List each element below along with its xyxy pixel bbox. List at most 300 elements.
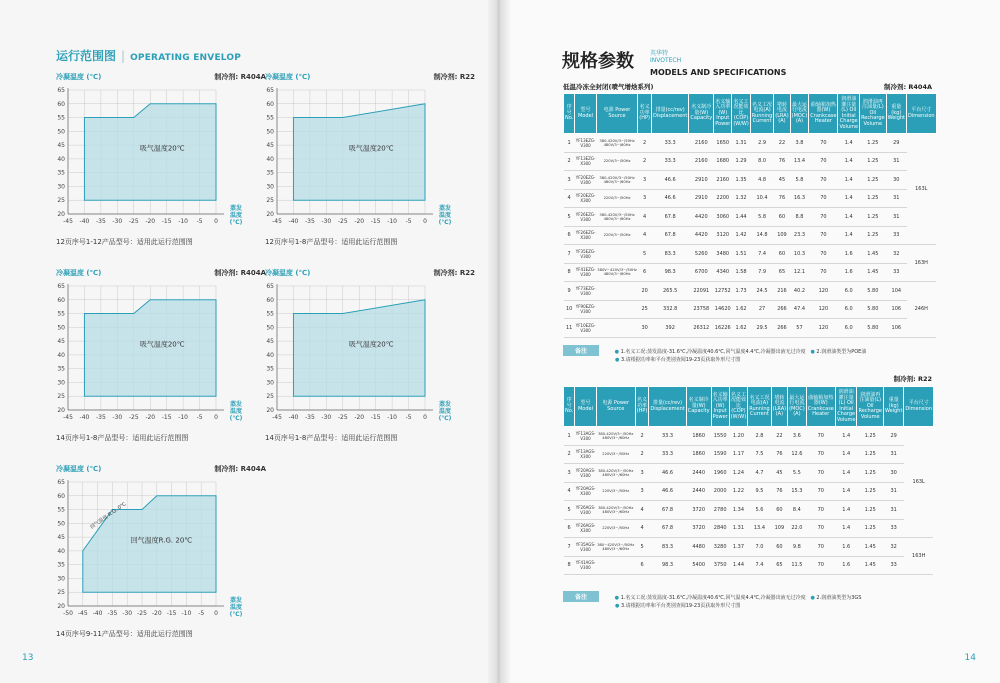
spec-table-r22	[563, 386, 934, 575]
table-cell: 6.0	[838, 300, 860, 319]
spec-table-r404a	[563, 93, 937, 338]
table-cell: 70	[809, 189, 838, 208]
table-row	[564, 282, 937, 301]
x-tick-label: -10	[387, 414, 398, 421]
note-2: 2.润滑油类型为POE油	[816, 349, 867, 355]
note-3: 3.请根据功率和平台类别查阅19-23页获取外形尺寸图	[620, 603, 741, 609]
table-cell: 83.3	[649, 538, 686, 557]
table-cell: 1.25	[857, 427, 884, 446]
table-cell: 3750	[711, 556, 729, 575]
table-cell: YF20AGS-X300	[575, 482, 596, 501]
table-cell: 57	[790, 319, 809, 338]
table-row	[564, 519, 934, 538]
table-cell: 1.25	[860, 226, 887, 245]
table-cell: 4	[635, 519, 649, 538]
chart-caption: 12页序号1-8产品型号：适用此运行范围图	[265, 238, 398, 246]
table-cell: 6700	[689, 263, 714, 282]
x-tick-label: -20	[145, 218, 156, 225]
table-cell: 40.2	[790, 282, 809, 301]
y-tick-label: 65	[57, 479, 65, 486]
table-cell	[596, 556, 635, 575]
table-row	[564, 501, 934, 520]
x-tick-label: -5	[196, 218, 203, 225]
y-tick-label: 40	[57, 155, 65, 163]
table-cell: 1.4	[835, 464, 857, 483]
table-cell: 60	[771, 501, 787, 520]
y-tick-label: 65	[266, 283, 274, 290]
chart-caption: 14页序号1-8产品型号：适用此运行范围图	[265, 434, 398, 442]
chart-svg	[56, 476, 256, 628]
x-tick-label: -5	[196, 414, 203, 421]
table-cell: 46.6	[649, 482, 686, 501]
column-header: 名义制冷量(W) Capacity	[686, 387, 711, 427]
table-cell: 23.3	[790, 226, 809, 245]
table-cell: 33.3	[651, 134, 688, 153]
table-cell: 1.24	[729, 464, 747, 483]
y-tick-label: 30	[57, 575, 65, 583]
table-cell: 5.8	[790, 171, 809, 190]
table-cell: 1.4	[838, 152, 860, 171]
table-cell: 1.22	[729, 482, 747, 501]
y-tick-label: 60	[57, 100, 65, 108]
table-cell: 67.8	[649, 519, 686, 538]
table-cell: 2780	[711, 501, 729, 520]
table-cell: YF13EZG-V300	[575, 134, 596, 153]
y-tick-label: 45	[266, 142, 274, 150]
table-cell: 120	[809, 282, 838, 301]
table-cell	[596, 282, 638, 301]
table-cell: 5260	[689, 245, 714, 264]
column-header: 润滑油灌注量(L) Oil Initial Charge Volume	[835, 387, 857, 427]
table-cell: 220V/3~/50Hz	[596, 445, 635, 464]
notes-r404a: 备注 ● 1.名义工况:蒸发温度-31.6℃,冷凝温度40.6℃,回气温度4.4℃,冷凝器出液无过冷度 ● 2.润滑油类型为POE油 ● 3.请根据功率和平台类别查阅19-23页获取外形尺寸图	[563, 345, 866, 363]
x-tick-label: -25	[137, 610, 147, 617]
title-en: OPERATING ENVELOP	[130, 53, 242, 63]
x-tick-label: -35	[95, 414, 106, 421]
envelope-chart	[265, 72, 475, 262]
column-header: 名义功率(HP)	[638, 94, 652, 134]
table-cell: 380-420V/3~/50Hz 480V/3~/60Hz	[596, 501, 635, 520]
table-cell: 5.8	[750, 208, 773, 227]
x-tick-label: -10	[181, 610, 192, 617]
x-tick-label: -20	[354, 218, 365, 225]
table-cell: 1860	[686, 427, 711, 446]
table-row	[564, 134, 937, 153]
x-tick-label: -15	[161, 414, 172, 421]
table-cell: 2910	[689, 189, 714, 208]
x-tick-label: -50	[63, 610, 73, 617]
chart-caption: 14页序号9-11产品型号：适用此运行范围图	[56, 630, 193, 638]
table-cell: 76	[774, 152, 790, 171]
column-header: 名义制冷量(W) Capacity	[689, 94, 714, 134]
table-cell: 2.8	[748, 427, 771, 446]
table-cell: 23758	[689, 300, 714, 319]
y-tick-label: 60	[266, 296, 274, 304]
refrigerant-label: 制冷剂: R404A	[214, 465, 266, 473]
y-tick-label: 60	[57, 492, 65, 500]
table-cell: 31	[886, 208, 906, 227]
table-cell: 2840	[711, 519, 729, 538]
table-header-row	[564, 94, 937, 134]
table-cell: YF90EZG-V300	[575, 300, 596, 319]
table-cell: 2	[638, 134, 652, 153]
table-cell: YF13AGS-V300	[575, 427, 596, 446]
x-tick-label: -5	[405, 218, 412, 225]
x-tick-label: -25	[337, 414, 348, 421]
table-cell: 14620	[714, 300, 732, 319]
dimension-cell: 163L	[904, 427, 934, 538]
x-axis-label: (℃)	[229, 415, 243, 422]
table-cell: 5.5	[788, 464, 807, 483]
table-cell: 6	[635, 556, 649, 575]
y-axis-label: 冷凝温度 (℃)	[56, 73, 102, 81]
brand-logo	[650, 48, 786, 77]
x-tick-label: -20	[151, 610, 162, 617]
table-cell: 1860	[686, 445, 711, 464]
x-axis-label: (℃)	[438, 415, 452, 422]
table-cell: 1.25	[860, 171, 887, 190]
table-cell: 47.4	[790, 300, 809, 319]
refrigerant-label: 制冷剂: R404A	[214, 73, 266, 81]
x-tick-label: -30	[321, 414, 332, 421]
table-header-row	[564, 387, 934, 427]
table-cell: YF26EZG-X300	[575, 226, 596, 245]
table-row	[564, 464, 934, 483]
table-cell: YF20AGS-V300	[575, 464, 596, 483]
table-cell: 22.0	[788, 519, 807, 538]
table-cell: 220V/3~/50Hz	[596, 152, 638, 171]
x-tick-label: -5	[405, 414, 412, 421]
y-tick-label: 45	[57, 142, 65, 150]
x-tick-label: -25	[337, 218, 348, 225]
table-cell: 7	[564, 245, 575, 264]
table-cell: 5.80	[860, 319, 887, 338]
table-cell: 7	[564, 538, 575, 557]
table-cell: 8	[564, 556, 575, 575]
x-tick-label: -45	[272, 414, 282, 421]
table-cell: 1.62	[732, 300, 750, 319]
table-cell: 1.4	[835, 427, 857, 446]
table-cell: 1.45	[860, 263, 887, 282]
table-cell: 120	[809, 319, 838, 338]
table-cell: 60	[771, 538, 787, 557]
table-cell: 1.35	[732, 171, 750, 190]
y-tick-label: 50	[57, 324, 65, 332]
x-tick-label: -20	[354, 414, 365, 421]
book-spine	[488, 0, 512, 683]
table-cell: 6	[564, 519, 575, 538]
table-cell: 46.6	[651, 171, 688, 190]
table-cell: 1.44	[732, 208, 750, 227]
table-cell: 220V/3~/50Hz	[596, 482, 635, 501]
table-cell	[596, 319, 638, 338]
table-cell: 45	[771, 464, 787, 483]
y-tick-label: 50	[57, 128, 65, 136]
table-cell: 65	[771, 556, 787, 575]
table-row	[564, 556, 934, 575]
table-cell: 10.4	[750, 189, 773, 208]
y-tick-label: 25	[57, 197, 65, 205]
table-cell: 70	[809, 226, 838, 245]
table-cell: 46.6	[651, 189, 688, 208]
table-cell: 1.6	[835, 556, 857, 575]
refrigerant-label: 制冷剂: R22	[433, 269, 475, 277]
x-tick-label: -15	[161, 218, 172, 225]
table-cell: 30	[883, 464, 903, 483]
table-cell: 220V/3~/50Hz	[596, 226, 638, 245]
table-cell: 70	[806, 538, 835, 557]
table-cell: 265.5	[651, 282, 688, 301]
table-cell: 14.8	[750, 226, 773, 245]
x-axis-label: 温度	[229, 212, 243, 219]
table-cell: 67.8	[651, 226, 688, 245]
table-cell: YF20EZG-V300	[575, 171, 596, 190]
y-tick-label: 30	[57, 379, 65, 387]
table-cell: 33.3	[651, 152, 688, 171]
table-cell: 3120	[714, 226, 732, 245]
table-cell: 380-420V/3~/50Hz 480V/3~/60Hz	[596, 464, 635, 483]
table-cell: 31	[883, 445, 903, 464]
table-cell: 1.6	[835, 538, 857, 557]
table-cell: 1.4	[838, 226, 860, 245]
y-tick-label: 25	[266, 197, 274, 205]
y-axis-label: 冷凝温度 (℃)	[265, 269, 311, 277]
x-tick-label: -40	[79, 218, 90, 225]
table-cell: 31	[886, 189, 906, 208]
chart-caption: 12页序号1-12产品型号：适用此运行范围图	[56, 238, 193, 246]
table-cell: 1.25	[857, 501, 884, 520]
x-tick-label: -10	[178, 218, 189, 225]
table-cell: 2440	[686, 464, 711, 483]
y-tick-label: 45	[266, 338, 274, 346]
table-cell	[596, 300, 638, 319]
x-tick-label: -45	[63, 218, 73, 225]
table-cell: 1.58	[732, 263, 750, 282]
table-row	[564, 482, 934, 501]
x-tick-label: -15	[370, 414, 381, 421]
table-cell: 4420	[689, 208, 714, 227]
table-cell: 33	[886, 226, 906, 245]
table-cell: 27	[750, 300, 773, 319]
table-cell: 1.25	[857, 445, 884, 464]
table-cell: 76	[771, 445, 787, 464]
x-axis-label: 温度	[438, 408, 452, 415]
table-cell: 5.80	[860, 300, 887, 319]
table-cell: 70	[809, 171, 838, 190]
table-cell: 70	[806, 445, 835, 464]
column-header: 润滑油再注油量(L) Oil Recharge Volume	[860, 94, 887, 134]
table-cell: 3280	[711, 538, 729, 557]
table-cell: 6.0	[838, 319, 860, 338]
table-cell: 4.8	[750, 171, 773, 190]
x-tick-label: 0	[423, 414, 427, 421]
table-cell: 7.9	[750, 263, 773, 282]
table-cell: 4480	[686, 538, 711, 557]
table-row	[564, 263, 937, 282]
table-cell: 98.3	[651, 263, 688, 282]
table-cell: 1.42	[732, 226, 750, 245]
y-tick-label: 35	[266, 169, 274, 177]
table-cell: 104	[886, 282, 906, 301]
table-cell: 1.45	[857, 538, 884, 557]
table-cell: 9.5	[748, 482, 771, 501]
column-header: 平台尺寸 Dimension	[907, 94, 937, 134]
y-tick-label: 30	[57, 183, 65, 191]
table-cell: 1.37	[729, 538, 747, 557]
notes-r22: 备注 ● 1.名义工况:蒸发温度-31.6℃,冷凝温度40.6℃,回气温度4.4℃,冷凝器出液无过冷度 ● 2.润滑油类型为3GS ● 3.请根据功率和平台类别查阅19-23页获取外形尺寸图	[563, 591, 861, 609]
table-cell: 24.5	[750, 282, 773, 301]
x-tick-label: -40	[288, 414, 299, 421]
table-cell: YF26AGS-X300	[575, 519, 596, 538]
x-tick-label: -35	[304, 218, 315, 225]
table-cell: 22	[774, 134, 790, 153]
table-cell: 70	[806, 519, 835, 538]
table-cell: 15.3	[788, 482, 807, 501]
chart-caption: 14页序号1-8产品型号：适用此运行范围图	[56, 434, 189, 442]
table-row	[564, 319, 937, 338]
table-cell: 70	[809, 208, 838, 227]
right-page-number: 14	[964, 653, 976, 663]
table-cell: 26312	[689, 319, 714, 338]
column-header: 重量(kg) Weight	[883, 387, 903, 427]
table-cell: 1.6	[838, 263, 860, 282]
note-3: 3.请根据功率和平台类别查阅19-23页获取外形尺寸图	[620, 357, 741, 363]
table-cell: 1.25	[860, 152, 887, 171]
x-axis-label: (℃)	[438, 219, 452, 226]
table-cell: 380~420V/3~/50Hz 480V/3~/60Hz	[596, 538, 635, 557]
table-row	[564, 226, 937, 245]
column-header: 平台尺寸 Dimension	[904, 387, 934, 427]
table-cell: 1.62	[732, 319, 750, 338]
x-tick-label: -25	[128, 218, 139, 225]
table-cell: 1.73	[732, 282, 750, 301]
column-header: 名义工况电流(A) Running Current	[748, 387, 771, 427]
table-cell: 1680	[714, 152, 732, 171]
title-cn: 运行范围图	[56, 49, 117, 63]
y-tick-label: 35	[266, 365, 274, 373]
table-cell: YF35EZG-V300	[575, 245, 596, 264]
x-tick-label: -30	[321, 218, 332, 225]
y-tick-label: 55	[266, 310, 274, 318]
x-tick-label: -30	[122, 610, 133, 617]
y-tick-label: 20	[57, 407, 65, 414]
table-row	[564, 538, 934, 557]
y-tick-label: 60	[266, 100, 274, 108]
x-axis-label: 蒸发	[438, 205, 452, 212]
table-cell: 1550	[711, 427, 729, 446]
table-cell: 20	[638, 282, 652, 301]
table1-refrigerant: 制冷剂: R404A	[884, 83, 932, 91]
table-cell: 120	[809, 300, 838, 319]
table-cell: 29	[883, 427, 903, 446]
table-cell: 1.25	[857, 519, 884, 538]
table-cell: 3	[638, 189, 652, 208]
table-cell: 1.45	[860, 245, 887, 264]
column-header: 名义工况能效比(COP) (W/W)	[732, 94, 750, 134]
table-cell: YF13EZG-X300	[575, 152, 596, 171]
table-cell: YF20EZG-X300	[575, 189, 596, 208]
table-cell: 3.6	[788, 427, 807, 446]
notes-tag: 备注	[563, 345, 599, 356]
y-tick-label: 40	[266, 351, 274, 359]
table-cell: 4340	[714, 263, 732, 282]
table-cell: 29.5	[750, 319, 773, 338]
table-cell: 7.0	[748, 538, 771, 557]
table-cell: 4	[638, 208, 652, 227]
y-tick-label: 35	[57, 561, 65, 569]
table-cell: 1590	[711, 445, 729, 464]
table-cell: 1.44	[729, 556, 747, 575]
column-header: 最大运行电流(MOC)(A)	[788, 387, 807, 427]
table-cell: 2	[564, 445, 575, 464]
x-tick-label: -40	[79, 414, 90, 421]
table-cell: 2000	[711, 482, 729, 501]
table-cell: 1.4	[835, 482, 857, 501]
table-cell: 5400	[686, 556, 711, 575]
table-cell: 1.25	[860, 134, 887, 153]
table-cell: 2	[635, 427, 649, 446]
table-cell: 9	[564, 282, 575, 301]
left-page-number: 13	[22, 653, 34, 663]
y-tick-label: 25	[57, 393, 65, 401]
column-header: 重量(kg) Weight	[886, 94, 906, 134]
y-tick-label: 55	[57, 114, 65, 122]
table-cell: 12.6	[788, 445, 807, 464]
table-cell: 33.3	[649, 427, 686, 446]
envelope-chart	[56, 268, 266, 458]
table-cell: 83.3	[651, 245, 688, 264]
table-cell: 6.0	[838, 282, 860, 301]
table-cell: 9.8	[788, 538, 807, 557]
table-cell: 22091	[689, 282, 714, 301]
table-cell: 98.3	[649, 556, 686, 575]
dimension-cell: 163H	[907, 245, 937, 282]
table-cell: 70	[809, 245, 838, 264]
column-header: 曲轴箱加热器(W) Crankcase Heater	[806, 387, 835, 427]
table-row	[564, 445, 934, 464]
y-tick-label: 30	[266, 379, 274, 387]
x-tick-label: -5	[198, 610, 205, 617]
y-tick-label: 55	[266, 114, 274, 122]
x-tick-label: -10	[387, 218, 398, 225]
y-tick-label: 40	[57, 547, 65, 555]
table-cell: 33	[886, 263, 906, 282]
y-tick-label: 65	[57, 87, 65, 94]
x-axis-label: 蒸发	[229, 401, 243, 408]
table-cell: 1	[564, 134, 575, 153]
table-cell: 60	[774, 245, 790, 264]
table-cell: 1.17	[729, 445, 747, 464]
table-cell: 8.0	[750, 152, 773, 171]
table-row	[564, 208, 937, 227]
column-header: 堵转电流(LRA)(A)	[771, 387, 787, 427]
table-cell: 1650	[714, 134, 732, 153]
table-cell: 10.3	[790, 245, 809, 264]
table-cell: 16226	[714, 319, 732, 338]
table-cell: 3	[635, 482, 649, 501]
y-tick-label: 40	[266, 155, 274, 163]
table-cell: 380V~420V/3~/50Hz 480V/3~/60Hz	[596, 263, 638, 282]
table-cell: YF35AGS-V300	[575, 538, 596, 557]
table-cell: 7.4	[748, 556, 771, 575]
chart-svg	[56, 84, 256, 236]
table-cell: 4420	[689, 226, 714, 245]
y-tick-label: 55	[57, 506, 65, 514]
table-cell: 2	[638, 152, 652, 171]
table-cell: 76	[774, 189, 790, 208]
table-cell: 1.4	[838, 171, 860, 190]
y-tick-label: 60	[57, 296, 65, 304]
